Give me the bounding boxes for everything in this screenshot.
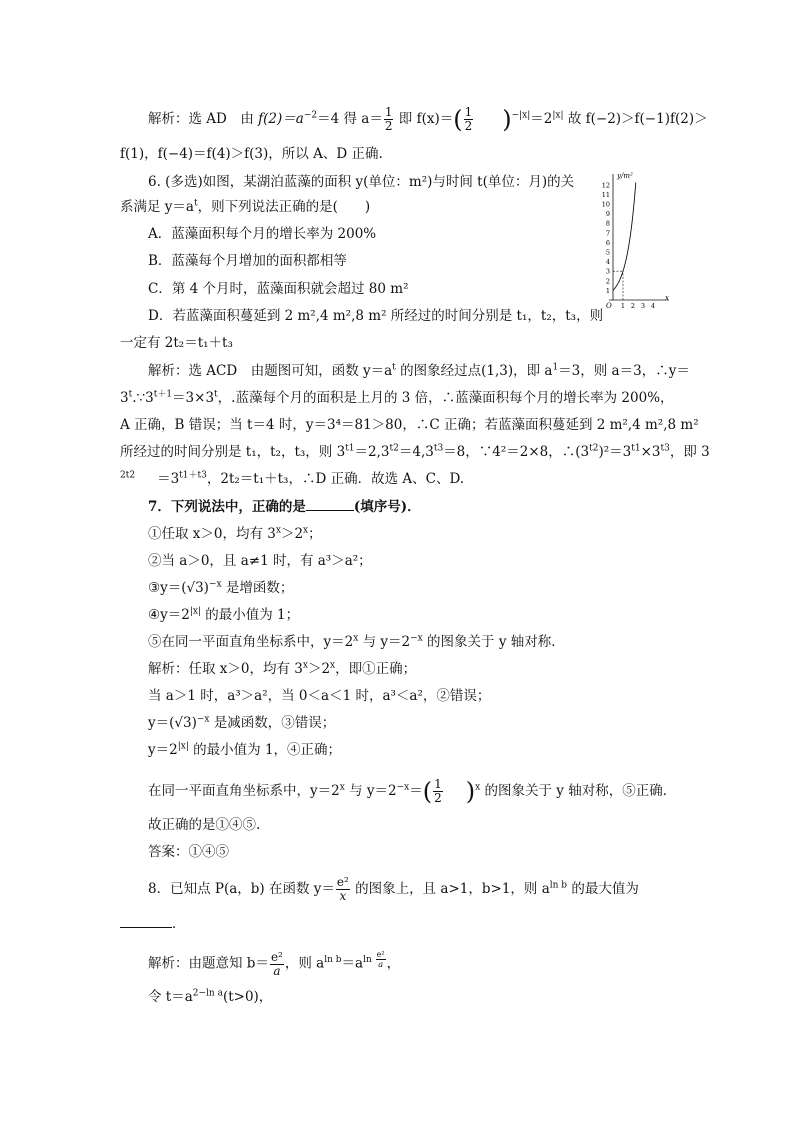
y-tick-label: 11 [601, 190, 610, 199]
text: (填序号)． [353, 499, 421, 515]
text: t1 [631, 443, 641, 454]
option-b: B．蓝藻每个月增加的面积都相等 [148, 253, 347, 269]
text: 系满足 y＝a [120, 199, 194, 215]
explain-7-line4 [148, 741, 341, 759]
text: −x [410, 633, 423, 644]
text: 的最小值为 1，④正确； [188, 742, 342, 758]
y-axis-label: y/m² [617, 172, 633, 180]
text: y＝(√3) [148, 715, 197, 731]
y-tick-label: 8 [605, 219, 610, 228]
explain-7-line5 [148, 778, 676, 805]
origin-label: O [606, 302, 612, 310]
explain-7-conclusion: 故正确的是①④⑤. [148, 817, 261, 833]
text: ，则下列说法正确的是( ) [197, 199, 371, 215]
y-tick-label: 7 [605, 229, 610, 238]
paren: ) [502, 105, 512, 134]
text: ＝3 [157, 471, 180, 487]
text: 解析：任取 x＞0，均有 3 [148, 661, 303, 677]
text: x [302, 660, 308, 671]
text: 是减函数，③错误； [209, 715, 336, 731]
solution-6-line1 [148, 362, 690, 380]
text: ＝3，则 a＝3，∴y＝ [558, 363, 690, 379]
text: ⑤在同一平面直角坐标系中，y＝2 [148, 634, 354, 650]
option-a: A．蓝藻面积每个月的增长率为 200% [148, 226, 377, 242]
text: 8．已知点 P(a，b) 在函数 y＝ [148, 881, 335, 897]
text: 2−ln a [192, 988, 223, 999]
question-8-line2 [120, 915, 186, 933]
solution-6-line3: A 正确，B 错误；当 t＝4 时，y＝3⁴＝81＞80，∴C 正确；若蓝藻面积蔓延到 2 m²,4 m²,8 m² [120, 417, 699, 433]
text: )²＝3 [598, 444, 632, 460]
y-tick-label: 12 [601, 181, 610, 190]
x-tick-label: 4 [650, 302, 656, 310]
text: ＞2 [307, 661, 331, 677]
fraction-e2-over-x [336, 876, 350, 903]
text: t [128, 389, 133, 400]
text: y＝2 [148, 742, 178, 758]
text: ln b [324, 955, 342, 965]
paren: ( [453, 105, 463, 134]
text: ×3 [640, 444, 661, 460]
text: 的最大值为 [567, 881, 639, 897]
text: −x [208, 579, 222, 590]
fraction-half [464, 106, 474, 133]
text: ＝2,3 [354, 444, 390, 460]
answer-blank [120, 915, 172, 928]
text: 解析：选 ACD 由题图可知，函数 y＝a [148, 363, 393, 379]
fraction-half [384, 106, 394, 133]
solution-6-line5 [120, 470, 464, 488]
text: ③y＝(√3) [148, 580, 209, 596]
x-tick-label: 2 [630, 302, 636, 310]
text: 3 [120, 390, 129, 406]
text: ，.蓝藻每个月的面积是上月的 3 倍，∴蓝藻面积每个月的增长率为 200%， [217, 390, 674, 406]
y-tick-label: 9 [605, 210, 610, 219]
text: t [392, 362, 396, 373]
text: x [275, 525, 281, 536]
y-tick-label: 4 [605, 258, 610, 267]
text: ＝3×3 [172, 390, 215, 406]
text: ＝4 得 a＝ [317, 111, 383, 127]
y-tick-label: 2 [605, 277, 610, 286]
text: 的图象关于 y 轴对称． [422, 634, 565, 650]
text: t1＋t3 [179, 470, 207, 481]
fraction-e2-over-a [270, 951, 284, 978]
solution-8-line1 [148, 950, 400, 978]
text: 的图象经过点(1,3)，即 a [395, 363, 553, 379]
text: x [339, 889, 347, 903]
text: −x [196, 714, 210, 725]
text: t [193, 198, 198, 209]
text: ①任取 x＞0，均有 3 [148, 526, 276, 542]
text: 2t2 [120, 470, 136, 481]
text: 所经过的时间分别是 t₁，t₂，t₃，则 3 [120, 444, 346, 460]
solution-6-line4 [120, 443, 710, 461]
text: x [339, 782, 345, 793]
text: x [475, 782, 481, 793]
text: ，则 a [284, 955, 325, 972]
explain-7-line3 [148, 714, 335, 732]
text: 1 [434, 777, 442, 791]
text: (t>0)， [222, 989, 273, 1005]
text: ＞2 [280, 526, 304, 542]
option-d: D．若蓝藻面积蔓延到 2 m²,4 m²,8 m² 所经过的时间分别是 t₁，t₂，t₃，则 [148, 308, 604, 324]
text: 是增函数； [221, 580, 294, 596]
text: ，即 3 [669, 444, 710, 460]
text: ，即①正确； [335, 661, 417, 677]
text: x [330, 660, 336, 671]
y-ticks [602, 181, 610, 295]
solution-6-line2 [120, 389, 674, 407]
question-6-line1: 6. (多选)如图，某湖泊蓝藻的面积 y(单位：m²)与时间 t(单位：月)的关 [148, 174, 575, 190]
text: 2 [384, 119, 393, 133]
text: e² [270, 949, 283, 964]
text: t3 [660, 443, 670, 454]
y-tick-label: 6 [605, 238, 610, 247]
text: 的最小值为 1； [200, 607, 300, 623]
question-7 [148, 498, 421, 516]
text: |x| [177, 741, 189, 752]
explain-7-line2: 当 a＞1 时，a³＞a²，当 0＜a＜1 时，a³＜a²，②错误； [148, 688, 491, 704]
text: ＝8，∵4²＝2×8，∴(3 [443, 444, 590, 460]
text: 的图象关于 y 轴对称，⑤正确． [480, 783, 677, 799]
answer-blank [306, 498, 354, 511]
statement-5 [148, 633, 565, 651]
text: 与 y＝2 [344, 783, 397, 799]
statement-2: ②当 a＞0，且 a≠1 时，有 a³＞a²； [148, 553, 372, 569]
text: 令 t＝a [148, 989, 193, 1005]
text: e² [376, 950, 385, 959]
text: −2 [303, 110, 318, 121]
explain-7-line1 [148, 660, 416, 678]
y-tick-label: 5 [605, 248, 610, 257]
text: 的图象上，且 a>1，b>1，则 a [350, 881, 550, 897]
option-c: C．第 4 个月时，蓝藻面积就会超过 80 m² [148, 281, 409, 297]
statement-4 [148, 606, 299, 624]
text: a [273, 963, 281, 978]
text: a [378, 960, 383, 969]
text: |x| [552, 110, 564, 121]
text: .∵3 [132, 390, 154, 406]
x-ticks [621, 302, 655, 310]
growth-graph [587, 170, 671, 310]
solution-5-line2: f(1)，f(−4)＝f(4)＞f(3)，所以 A、D 正确. [120, 146, 383, 162]
question-8-line1 [148, 876, 639, 903]
solution-5-line1 [148, 106, 708, 133]
text: ＝4,3 [398, 444, 434, 460]
paren: ( [422, 777, 433, 806]
answer-7: 答案：①④⑤ [148, 844, 229, 860]
text: x [303, 525, 309, 536]
text: t3 [433, 443, 444, 454]
text: ，2t₂＝t₁＋t₃，∴D 正确．故选 A、C、D. [206, 471, 465, 487]
text: ＝2 [530, 111, 553, 127]
text: x [353, 633, 359, 644]
text: t1 [345, 443, 355, 454]
text: 2 [464, 119, 473, 133]
statement-1 [148, 525, 322, 543]
text: t2 [389, 443, 399, 454]
y-tick-label: 1 [605, 286, 610, 295]
text: f(2)＝a [258, 111, 304, 127]
text: 在同一平面直角坐标系中，y＝2 [148, 783, 340, 799]
x-tick-label: 3 [640, 302, 646, 310]
text: ； [308, 526, 322, 542]
y-tick-label: 10 [601, 200, 610, 209]
x-tick-label: 1 [620, 302, 626, 310]
text: |x| [189, 606, 201, 617]
text: 即 f(x)＝ [394, 111, 454, 127]
y-tick-label: 3 [605, 267, 610, 276]
text: t2 [589, 443, 599, 454]
text: 1 [552, 362, 559, 373]
text: ln b [549, 880, 568, 891]
fraction-half [433, 778, 443, 805]
text: 故 f(−2)＞f(−1)f(2)＞ [563, 111, 708, 127]
x-axis-label: x [665, 294, 669, 302]
option-d-cont: 一定有 2t₂＝t₁＋t₃ [120, 335, 233, 351]
text: ln [363, 955, 372, 965]
text: 7．下列说法中，正确的是 [148, 499, 306, 515]
statement-3 [148, 579, 293, 597]
text: t [214, 389, 218, 400]
text: ＝ [409, 783, 423, 799]
text: 解析：选 AD 由 [148, 111, 259, 127]
text: t＋1 [153, 389, 173, 400]
text: ④y＝2 [148, 607, 190, 623]
question-6-line2 [120, 198, 370, 216]
exponential-curve [613, 182, 636, 290]
paren: ) [465, 777, 476, 806]
solution-8-line2 [148, 988, 272, 1006]
text: −|x| [511, 110, 531, 121]
text: e² [336, 875, 349, 889]
text: 解析：由题意知 b＝ [148, 955, 269, 972]
text: ＝a [341, 955, 364, 972]
text: ， [386, 955, 401, 972]
fraction-e2-over-a-small [376, 950, 386, 969]
text: ． [172, 916, 186, 932]
text: −x [396, 782, 410, 793]
text: 与 y＝2 [358, 634, 411, 650]
text: 2 [434, 791, 442, 805]
text: 1 [464, 105, 473, 119]
text: 1 [384, 105, 393, 119]
